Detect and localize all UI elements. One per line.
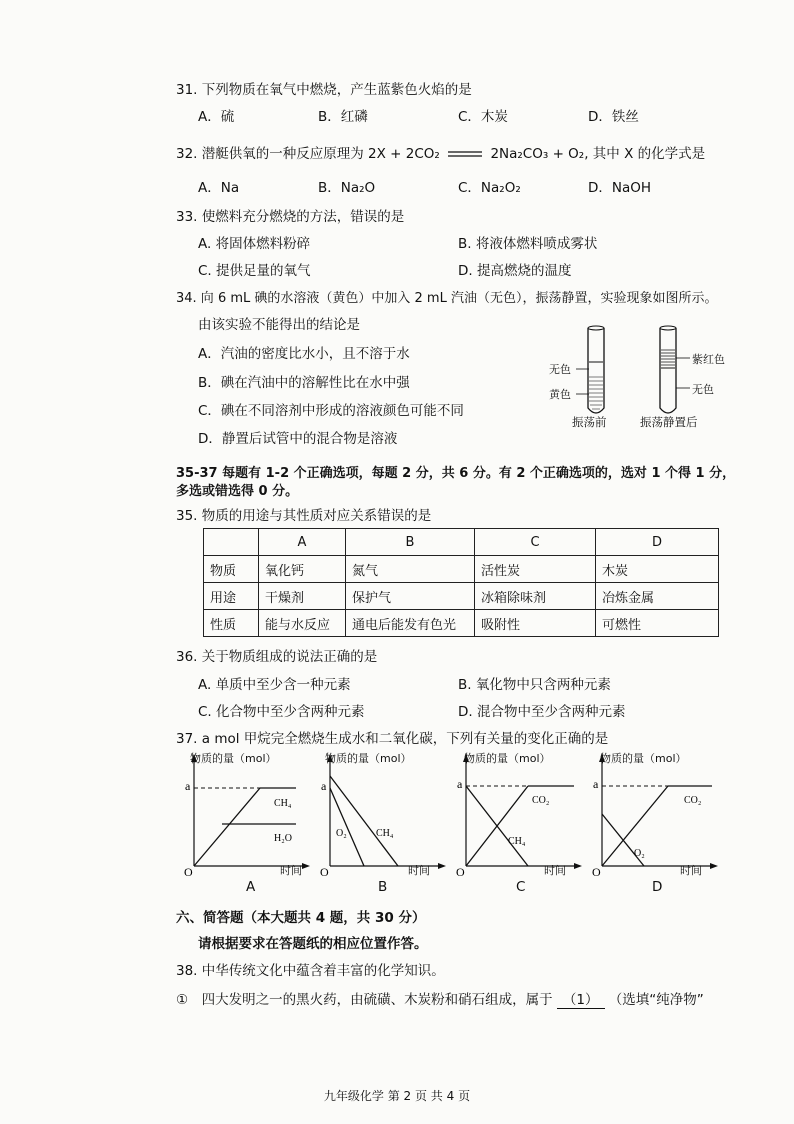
table-cell: 性质 — [204, 610, 259, 637]
graph-c — [452, 748, 584, 876]
q33-option-c: C. 提供足量的氧气 — [198, 263, 311, 279]
q36-option-a: A. 单质中至少含一种元素 — [198, 677, 351, 693]
axis-origin: O — [320, 865, 329, 876]
series-label: CH₄ — [274, 798, 292, 809]
equation-arrow-icon — [448, 146, 482, 162]
caption-before: 振荡前 — [572, 415, 607, 429]
section-instructions-line2: 多选或错选得 0 分。 — [176, 484, 299, 499]
q32-option-d: D．NaOH — [588, 180, 652, 196]
table-header-cell: B — [346, 529, 475, 556]
series-label: CO₂ — [684, 795, 702, 806]
table-header-cell — [204, 529, 259, 556]
label-colorless-after: 无色 — [692, 383, 714, 396]
axis-a-label: a — [185, 779, 191, 793]
q36-option-d: D. 混合物中至少含两种元素 — [458, 704, 626, 720]
series-label: CO₂ — [532, 795, 550, 806]
q32-stem — [176, 142, 705, 162]
series-label: CH₄ — [376, 828, 394, 839]
table-cell: 活性炭 — [475, 556, 596, 583]
table-header-cell: C — [475, 529, 596, 556]
table-cell: 木炭 — [596, 556, 719, 583]
table-cell: 通电后能发有色光 — [346, 610, 475, 637]
q33-option-b: B. 将液体燃料喷成雾状 — [458, 236, 598, 252]
table-row — [204, 583, 719, 610]
q35-table — [203, 528, 719, 637]
graph-a-letter: A — [246, 879, 256, 895]
q31-option-b: B．红磷 — [318, 109, 368, 125]
graph-a-ylabel: 物质的量（mol） — [190, 752, 277, 765]
table-cell: 物质 — [204, 556, 259, 583]
series-label: H₂O — [274, 833, 292, 844]
table-cell: 吸附性 — [475, 610, 596, 637]
label-yellow: 黄色 — [549, 388, 571, 401]
q31-option-d: D．铁丝 — [588, 109, 639, 125]
table-cell: 冰箱除味剂 — [475, 583, 596, 610]
q38-item1-text: ① 四大发明之一的黑火药，由硫磺、木炭粉和硝石组成，属于 — [176, 992, 553, 1008]
caption-after: 振荡静置后 — [640, 415, 698, 429]
q31-option-c: C．木炭 — [458, 109, 508, 125]
graph-b-xlabel: 时间 — [408, 864, 430, 877]
q32-option-c: C．Na₂O₂ — [458, 180, 521, 196]
table-cell: 用途 — [204, 583, 259, 610]
q35-stem: 35. 物质的用途与其性质对应关系错误的是 — [176, 508, 432, 524]
table-cell: 氧化钙 — [259, 556, 346, 583]
axis-origin: O — [184, 865, 193, 876]
q33-option-a: A. 将固体燃料粉碎 — [198, 236, 311, 252]
section-6-title: 六、简答题（本大题共 4 题，共 30 分） — [176, 910, 426, 926]
q33-stem: 33. 使燃料充分燃烧的方法，错误的是 — [176, 209, 405, 225]
graph-c-xlabel: 时间 — [544, 864, 566, 877]
series-label: O₂ — [336, 828, 347, 839]
table-cell: 可燃性 — [596, 610, 719, 637]
graph-b-letter: B — [378, 879, 388, 895]
q36-option-b: B. 氧化物中只含两种元素 — [458, 677, 611, 693]
q36-option-c: C. 化合物中至少含两种元素 — [198, 704, 365, 720]
table-header-row — [204, 529, 719, 556]
graph-d — [588, 748, 720, 876]
section-instructions-line1: 35-37 每题有 1-2 个正确选项，每题 2 分，共 6 分。有 2 个正确选项的，选对 1 个得 1 分， — [176, 466, 736, 481]
graph-d-letter: D — [652, 879, 663, 895]
test-tube-after — [660, 326, 690, 413]
q34-option-c: C．碘在不同溶剂中形成的溶液颜色可能不同 — [198, 403, 464, 419]
graph-c-ylabel: 物质的量（mol） — [464, 752, 551, 765]
table-header-cell: A — [259, 529, 346, 556]
table-header-cell: D — [596, 529, 719, 556]
q38-item1 — [176, 988, 704, 1009]
q31-stem: 31. 下列物质在氧气中燃烧，产生蓝紫色火焰的是 — [176, 82, 472, 98]
table-cell: 保护气 — [346, 583, 475, 610]
graph-c-letter: C — [516, 879, 526, 895]
q37-stem: 37. a mol 甲烷完全燃烧生成水和二氧化碳，下列有关量的变化正确的是 — [176, 731, 609, 747]
table-cell: 干燥剂 — [259, 583, 346, 610]
table-row — [204, 556, 719, 583]
graph-a-xlabel: 时间 — [280, 864, 302, 877]
graph-b — [316, 748, 448, 876]
q32-option-a: A．Na — [198, 180, 240, 196]
series-label: O₂ — [634, 848, 645, 859]
label-purple-red: 紫红色 — [692, 353, 725, 366]
axis-a-label: a — [457, 777, 463, 791]
q34-option-b: B．碘在汽油中的溶解性比在水中强 — [198, 375, 410, 391]
table-cell: 氮气 — [346, 556, 475, 583]
graph-b-ylabel: 物质的量（mol） — [325, 752, 412, 765]
table-cell: 能与水反应 — [259, 610, 346, 637]
graph-d-ylabel: 物质的量（mol） — [600, 752, 687, 765]
q32-stem-left: 32. 潜艇供氧的一种反应原理为 2X + 2CO₂ — [176, 146, 440, 162]
axis-a-label: a — [593, 777, 599, 791]
q34-option-a: A．汽油的密度比水小，且不溶于水 — [198, 346, 410, 362]
q34-option-d: D．静置后试管中的混合物是溶液 — [198, 431, 398, 447]
q34-stem: 34. 向 6 mL 碘的水溶液（黄色）中加入 2 mL 汽油（无色），振荡静置，实验现象如图所示。 — [176, 291, 718, 306]
table-row — [204, 610, 719, 637]
q36-stem: 36. 关于物质组成的说法正确的是 — [176, 649, 378, 665]
section-6-subtitle: 请根据要求在答题纸的相应位置作答。 — [198, 936, 428, 952]
series-label: CH₄ — [508, 836, 526, 847]
q34-stem-2: 由该实验不能得出的结论是 — [198, 317, 360, 333]
graph-d-xlabel: 时间 — [680, 864, 702, 877]
table-cell: 冶炼金属 — [596, 583, 719, 610]
q33-option-d: D. 提高燃烧的温度 — [458, 263, 572, 279]
answer-blank-1[interactable]: （1） — [557, 988, 605, 1009]
q38-stem: 38. 中华传统文化中蕴含着丰富的化学知识。 — [176, 963, 445, 979]
page-footer: 九年级化学 第 2 页 共 4 页 — [323, 1089, 471, 1103]
axis-origin: O — [456, 865, 465, 876]
graph-a — [180, 748, 312, 876]
label-colorless-before: 无色 — [549, 363, 571, 376]
q32-stem-right: 2Na₂CO₃ + O₂, 其中 X 的化学式是 — [490, 146, 706, 162]
q38-item1-text-post: （选填“纯净物” — [608, 992, 704, 1008]
test-tube-before — [576, 326, 604, 413]
q31-option-a: A．硫 — [198, 109, 235, 125]
q32-option-b: B．Na₂O — [318, 180, 376, 196]
axis-origin: O — [592, 865, 601, 876]
axis-a-label: a — [321, 779, 327, 793]
